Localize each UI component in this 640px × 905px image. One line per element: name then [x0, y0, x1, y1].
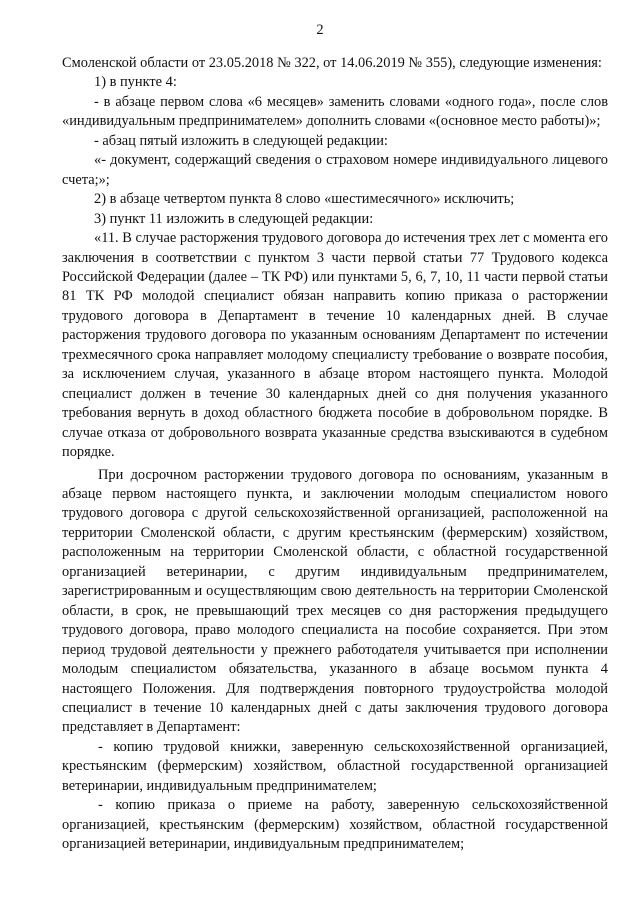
paragraph-clause-11: «11. В случае расторжения трудового договора до истечения трех лет с момента его заключения в соответствии с пунктом 3 части первой статьи 77 Трудового кодекса Российской Федерации (далее – ТК РФ) или пунктами 5, 6, 7, 10, 11 части первой статьи 81 ТК РФ молодой специалист обязан направить копию приказа о расторжении трудового договора в Департамент в течение 10 календарных дней. В случае расторжения трудового договора по указанным основаниям Департамент по истечении трехмесячного срока направляет молодому специалисту требование о возврате пособия, за исключением случая, указанного в абзаце втором настоящего пункта. Молодой специалист должен в течение 30 календарных дней со дня получения указанного требования вернуть в доход областного бюджета пособие в добровольном порядке. В случае отказа от добровольного возврата указанные средства взыскиваются в судебном порядке.	[62, 230, 608, 461]
paragraph-list-order: - копию приказа о приеме на работу, заверенную сельскохозяйственной организацией, крестьянским (фермерским) хозяйством, областной государственной организацией ветеринарии, индивидуальным предпринимателем;	[62, 797, 608, 853]
paragraph-intro: Смоленской области от 23.05.2018 № 322, от 14.06.2019 № 355), следующие изменения:	[62, 55, 602, 71]
paragraph-item-3: 3) пункт 11 изложить в следующей редакции:	[94, 210, 374, 227]
document-body	[62, 54, 608, 855]
paragraph-item-2: 2) в абзаце четвертом пункта 8 слово «шестимесячного» исключить;	[94, 191, 515, 208]
paragraph-quote-document: «- документ, содержащий сведения о страховом номере индивидуального лицевого счета;»;	[62, 152, 608, 188]
paragraph-list-workbook: - копию трудовой книжки, заверенную сельскохозяйственной организацией, крестьянским (фермерским) хозяйством, областной государственной организацией ветеринарии, индивидуальным предпринимателем;	[62, 738, 608, 794]
paragraph-item-1-a: - в абзаце первом слова «6 месяцев» заменить словами «одного года», после слов «индивидуальным предпринимателем» дополнить словами «(основное место работы)»;	[62, 93, 608, 130]
paragraph-item-1: 1) в пункте 4:	[94, 74, 177, 91]
paragraph-item-1-b: - абзац пятый изложить в следующей редакции:	[94, 132, 388, 149]
page-number: 2	[316, 22, 324, 38]
paragraph-early-termination: При досрочном расторжении трудового договора по основаниям, указанным в абзаце первом настоящего пункта, и заключении молодым специалистом нового трудового договора с другой сельскохозяйственной организацией, расположенной на территории Смоленской области, с другим крестьянским (фермерским) хозяйством, расположенным на территории Смоленской области, с областной государственной организацией ветеринарии, с другим индивидуальным предпринимателем, зарегистрированным и осуществляющим свою деятельность на территории Смоленской области, в срок, не превышающий трех месяцев со дня расторжения предыдущего трудового договора, право молодого специалиста на пособие сохраняется. При этом период трудовой деятельности у прежнего работодателя учитывается при исполнении молодым специалистом обязательства, указанного в абзаце восьмом пункта 4 настоящего Положения. Для подтверждения повторного трудоустройства молодой специалист в течение 10 календарных дней с даты заключения трудового договора представляет в Департамент:	[62, 466, 608, 736]
